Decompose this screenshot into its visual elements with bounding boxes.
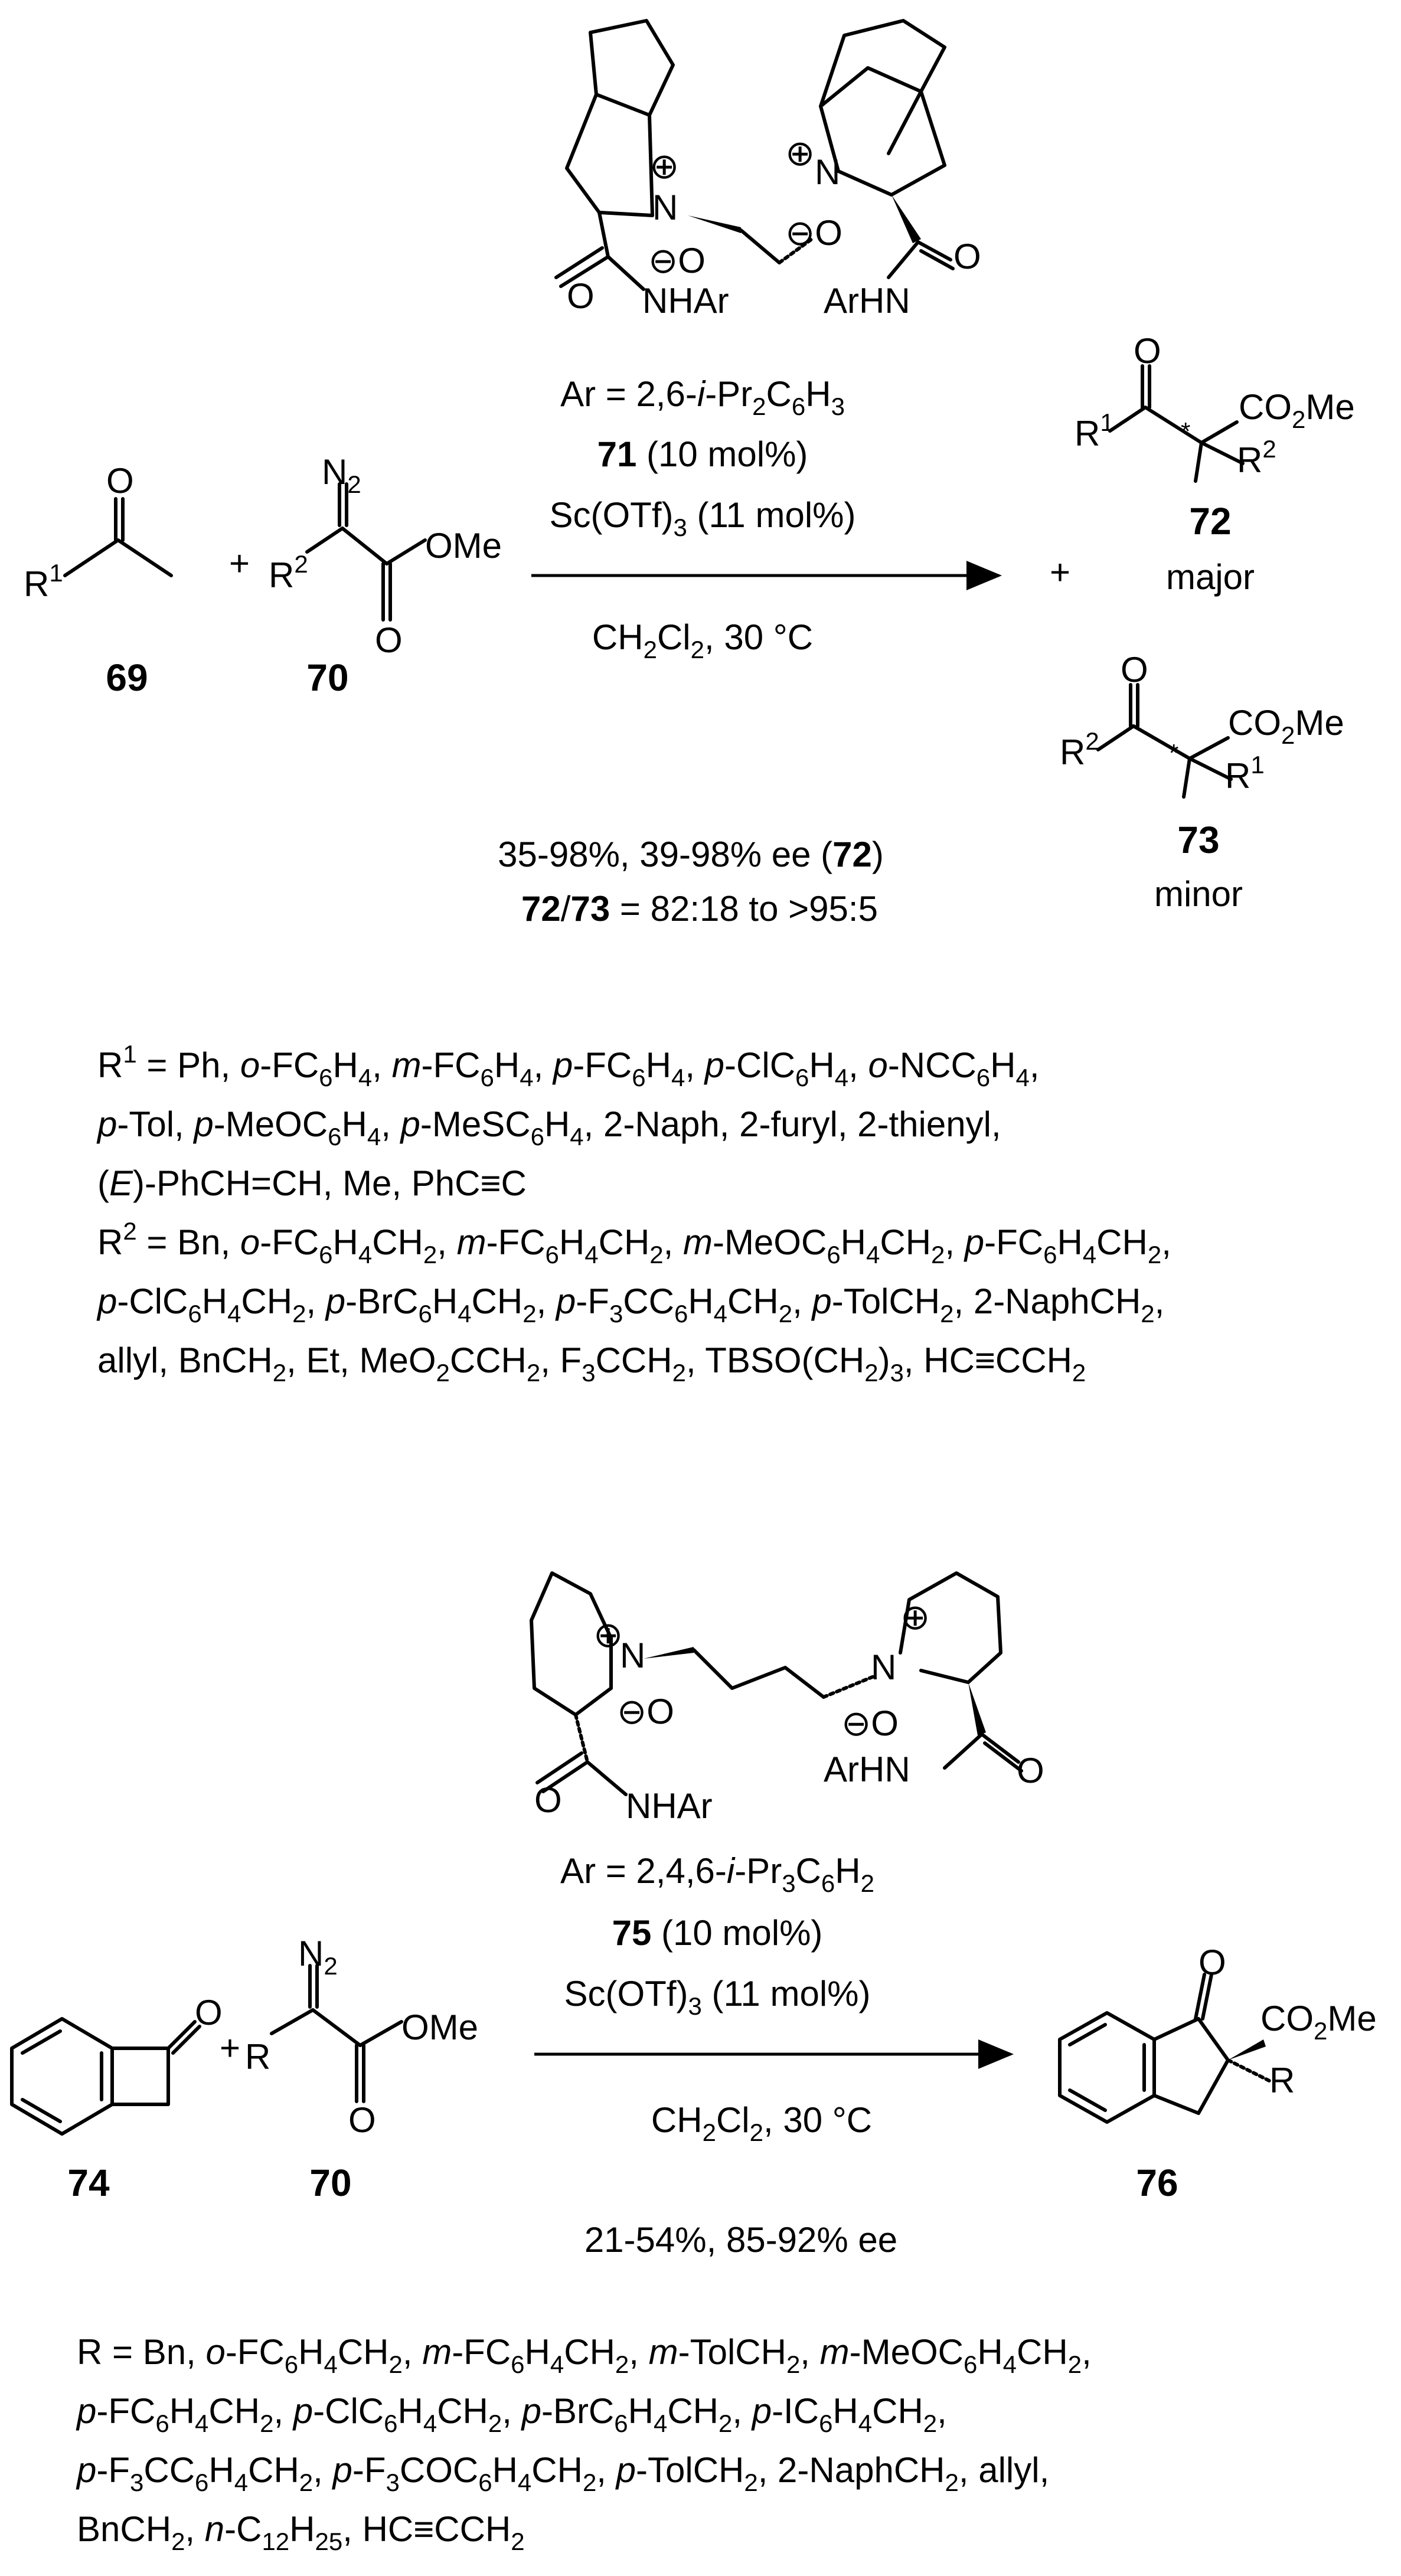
catalyst-75-structure xyxy=(531,1573,1044,1826)
product-73-structure xyxy=(1060,650,1344,797)
left-amide-75: NHAr xyxy=(626,1786,713,1826)
yield-ee-1: 35-98%, 39-98% ee (72) xyxy=(498,835,884,874)
catalyst-75-loading: 75 (10 mol%) xyxy=(612,1913,823,1953)
r-scope-line-3: $p-F_3CC_6H_4CH_2$, $p-F_3COC_6H_4CH_2$, p-TolCH$_2$, 2-NaphCH$_2$, allyl, xyxy=(77,2450,1050,2496)
n-atom: N xyxy=(815,152,841,192)
r2-scope-line-3: allyl, BnCH$_2$, Et, $MeO_2CCH_2$, $F_3CCH_2$, $TBSO(CH_2)_3$, $HC\equiv CCH_2$ xyxy=(97,1341,1086,1387)
label-74: 74 xyxy=(67,2162,110,2204)
r-scope-line-4: BnCH$_2$, $n-C_{12}H_{25}$, $HC\equiv CCH_2$ xyxy=(77,2509,525,2555)
yield-ee-2: 21-54%, 85-92% ee xyxy=(584,2220,898,2260)
plus-charge: ⊕ xyxy=(649,146,680,186)
ester-73: $CO_2Me$ xyxy=(1228,703,1344,749)
label-69: 69 xyxy=(106,656,148,699)
carbonyl-o: O xyxy=(953,237,981,276)
minor-label: minor xyxy=(1154,874,1243,914)
solvent-conditions-2: $CH_2Cl_2$, 30 °C xyxy=(651,2100,873,2146)
r1-substituent: $R^1$ xyxy=(1225,751,1265,796)
r1-scope-line-3: (E)-PhCH=CH, Me, PhC≡C xyxy=(97,1163,527,1203)
lewis-acid-1: $Sc(OTf)_3$ (11 mol%) xyxy=(549,495,856,541)
o-minus: ⊖O xyxy=(785,213,842,253)
o-minus: ⊖O xyxy=(648,241,706,280)
ome-group: OMe xyxy=(425,526,502,565)
carbonyl-o: O xyxy=(534,1780,562,1820)
n-atom: N xyxy=(871,1647,897,1687)
carbonyl-o: O xyxy=(1198,1943,1226,1982)
carbonyl-o: O xyxy=(195,1993,223,2032)
label-70: 70 xyxy=(306,656,349,699)
lewis-acid-2: $Sc(OTf)_3$ (11 mol%) xyxy=(564,1974,871,2020)
r-scope-line-1: R = Bn, $o-FC_6H_4CH_2$, $m-FC_6H_4CH_2$, m-TolCH$_2$, $m-MeOC_6H_4CH_2$, xyxy=(77,2332,1092,2378)
product-72-structure xyxy=(1075,331,1355,481)
carbonyl-o: O xyxy=(1017,1751,1044,1790)
r1-scope-line-1: $R^1 = Ph$, $o-FC_6H_4$, $m-FC_6H_4$, $p-FC_6H_4$, $p-ClC_6H_4$, $o-NCC_6H_4$, xyxy=(97,1040,1040,1091)
r-scope-line-2: $p-FC_6H_4CH_2$, $p-ClC_6H_4CH_2$, $p-BrC_6H_4CH_2$, $p-IC_6H_4CH_2$, xyxy=(77,2391,947,2437)
carbonyl-o: O xyxy=(106,461,134,501)
n2-group: $N_2$ xyxy=(322,452,361,498)
carbonyl-o: O xyxy=(375,620,403,660)
label-70-scheme2: 70 xyxy=(309,2162,352,2204)
plus-sign: + xyxy=(1050,553,1071,592)
indanone-76-structure xyxy=(1060,1943,1377,2122)
ratio-1: 72/73 = 82:18 to >95:5 xyxy=(521,889,878,929)
ester-76: $CO_2Me$ xyxy=(1260,1999,1377,2045)
label-72: 72 xyxy=(1189,500,1232,542)
r2-substituent: $R^2$ xyxy=(1060,727,1099,772)
r-substituent: R xyxy=(245,2037,271,2077)
left-amide-71: NHAr xyxy=(642,281,729,321)
ar-definition-75: $Ar = 2,4,6-i-Pr_3C_6H_2$ xyxy=(560,1851,874,1897)
r1-scope-line-2: p-Tol, $p-MeOC_6H_4$, $p-MeSC_6H_4$, 2-Naph, 2-furyl, 2-thienyl, xyxy=(97,1104,1001,1150)
r1-substituent: $R^1$ xyxy=(1075,408,1114,453)
plus-sign: + xyxy=(220,2028,241,2068)
ome-group: OMe xyxy=(401,2008,479,2047)
diazoester-70-structure-2 xyxy=(245,1934,478,2140)
r1-substituent: $R^1$ xyxy=(24,559,63,604)
major-label: major xyxy=(1165,557,1255,597)
catalyst-71-structure xyxy=(556,21,981,321)
diazoester-70-structure xyxy=(269,452,502,660)
label-73: 73 xyxy=(1177,819,1220,861)
stereocenter-mark: * xyxy=(1169,739,1179,767)
carbonyl-o: O xyxy=(1134,331,1161,371)
r2-scope-line-2: $p-ClC_6H_4CH_2$, $p-BrC_6H_4CH_2$, $p-F_3CC_6H_4CH_2$, p-TolCH$_2$, 2-NaphCH$_2$, xyxy=(97,1282,1165,1328)
carbonyl-o: O xyxy=(1121,650,1148,689)
r2-scope-line-1: $R^2 = Bn$, $o-FC_6H_4CH_2$, $m-FC_6H_4CH_2$, $m-MeOC_6H_4CH_2$, $p-FC_6H_4CH_2$, xyxy=(97,1217,1171,1269)
benzocyclobutenone-74-structure xyxy=(12,1993,223,2134)
n2-group: $N_2$ xyxy=(298,1934,338,1980)
catalyst-71-loading: 71 (10 mol%) xyxy=(597,434,808,474)
label-76: 76 xyxy=(1136,2162,1178,2204)
o-minus: ⊖O xyxy=(841,1704,899,1743)
solvent-conditions-1: $CH_2Cl_2$, 30 °C xyxy=(592,617,814,663)
n-atom: N xyxy=(652,188,678,227)
plus-sign: + xyxy=(229,544,250,583)
plus-charge: ⊕ xyxy=(785,133,815,173)
r2-substituent: $R^2$ xyxy=(1237,435,1276,480)
plus-charge: ⊕ xyxy=(593,1615,623,1655)
ketone-69-structure xyxy=(24,461,171,604)
right-amide-75: ArHN xyxy=(824,1750,910,1789)
r2-substituent: $R^2$ xyxy=(269,550,308,595)
ar-definition-71: $Ar = 2,6-i-Pr_2C_6H_3$ xyxy=(560,374,845,420)
ester-72: $CO_2Me$ xyxy=(1239,387,1355,433)
n-atom: N xyxy=(620,1636,646,1675)
carbonyl-o: O xyxy=(567,276,595,316)
right-amide-71: ArHN xyxy=(824,281,910,321)
stereocenter-mark: * xyxy=(1181,417,1191,445)
carbonyl-o: O xyxy=(348,2100,376,2140)
plus-charge: ⊕ xyxy=(900,1597,930,1637)
r-substituent: R xyxy=(1269,2061,1295,2100)
o-minus: ⊖O xyxy=(617,1692,674,1731)
